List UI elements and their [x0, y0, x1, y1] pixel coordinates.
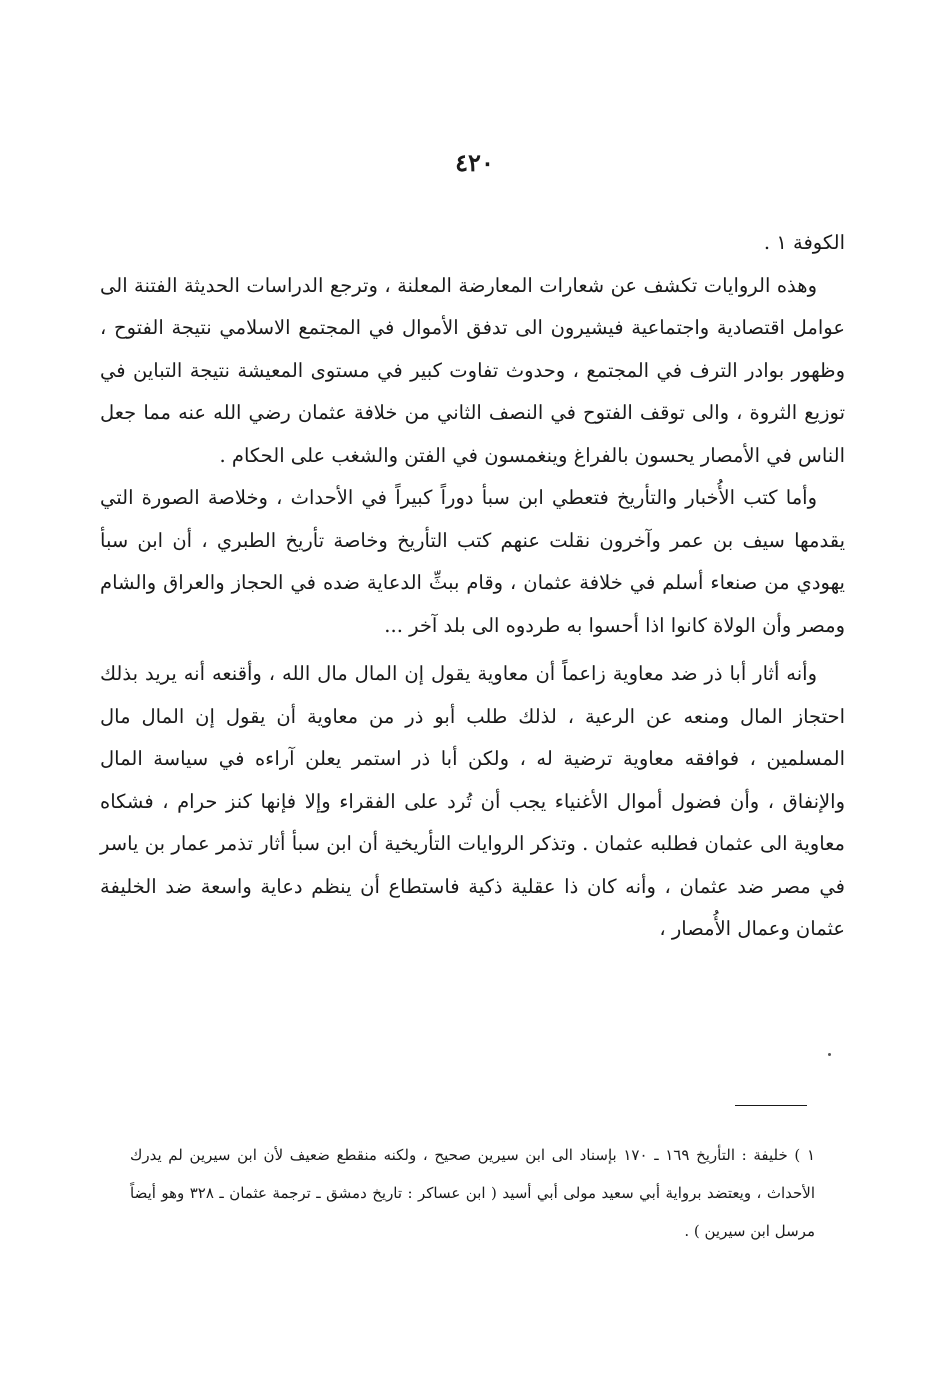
paragraph-continuation: الكوفة ١ . [763, 231, 845, 254]
footnote-1: ١ ) خليفة : التأريخ ١٦٩ ـ ١٧٠ بإسناد الى ابن سيرين صحيح ، ولكنه منقطع ضعيف لأن ابن سيرين لم يدرك الأحداث ، ويعتضد برواية أبي سعيد مولى أبي أسيد ( ابن عساكر : تاريخ دمشق ـ ترجمة عثمان ـ ٣٢٨ وهو أيضاً مرسل ابن سيرين ) . [130, 1146, 816, 1240]
main-text [100, 222, 845, 951]
paragraph-ibn-saba: وأما كتب الأُخبار والتأريخ فتعطي ابن سبأ دوراً كبيراً في الأحداث ، وخلاصة الصورة التي يقدمها سيف بن عمر وآخرون نقلت عنهم كتب التأريخ وخاصة تأريخ الطبري ، أن ابن سبأ يهودي من صنعاء أسلم في خلافة عثمان ، وقام ببثِّ الدعاية ضده في الحجاز والعراق والشام ومصر وأن الولاة كانوا اذا أحسوا به طردوه الى بلد آخر ... [100, 486, 845, 637]
scan-speck [828, 1053, 831, 1056]
footnotes [130, 1136, 815, 1250]
paragraph-modern-studies: وهذه الروايات تكشف عن شعارات المعارضة المعلنة ، وترجع الدراسات الحديثة الفتنة الى عوامل اقتصادية واجتماعية فيشيرون الى تدفق الأموال في المجتمع الاسلامي نتيجة الفتوح ، وظهور بوادر الترف في المجتمع ، وحدوث تفاوت كبير في مستوى المعيشة نتيجة التباين في توزيع الثروة ، والى توقف الفتوح في النصف الثاني من خلافة عثمان رضي الله عنه مما جعل الناس في الأمصار يحسون بالفراغ وينغمسون في الفتن والشغب على الحكام . [100, 273, 845, 467]
paragraph-abu-dharr: وأنه أثار أبا ذر ضد معاوية زاعماً أن معاوية يقول إن المال مال الله ، وأقنعه أنه يريد بذلك احتجاز المال ومنعه عن الرعية ، لذلك طلب أبو ذر من معاوية أن يقول إن المال مال المسلمين ، فوافقه معاوية ترضية له ، ولكن أبا ذر استمر يعلن آراءه في سياسة المال والإنفاق ، وأن فضول أموال الأغنياء يجب أن تُرد على الفقراء وإلا فإنها كنز حرام ، فشكاه معاوية الى عثمان فطلبه عثمان . وتذكر الروايات التأريخية أن ابن سبأ أثار تذمر عمار بن ياسر في مصر ضد عثمان ، وأنه كان ذا عقلية ذكية فاستطاع أن ينظم دعاية واسعة ضد الخليفة عثمان وعمال الأُمصار ، [100, 662, 845, 940]
page-number: ٤٢٠ [455, 148, 494, 177]
footnote-separator [735, 1105, 807, 1106]
